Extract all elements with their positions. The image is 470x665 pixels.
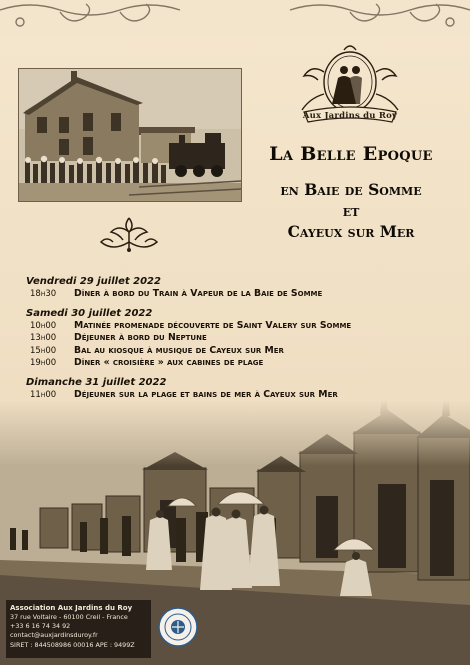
event-time: 11h00 [30,389,57,400]
logo-banner-text: Aux Jardins du Roy [302,111,398,121]
event-time: 19h00 [30,358,57,369]
event-description: Matinée promenade découverte de Saint Valery sur Somme [74,319,352,331]
event-row [26,332,446,345]
subtitle-line-2: et [342,201,360,220]
event-row [26,345,446,358]
event-row [26,320,446,333]
address-text: 37 rue Voltaire - 60100 Creil - France [10,613,128,621]
event-time: 13h00 [30,333,57,344]
day-heading: Vendredi 29 juillet 2022 [26,276,161,287]
organization-name: Association Aux Jardins du Roy [10,604,133,612]
day-heading: Dimanche 31 juillet 2022 [26,376,167,388]
email-text: contact@auxjardinsduroy.fr [10,631,98,640]
siret-text: SIRET : 844508986 00016 APE : 9499Z [10,640,135,649]
phone-text: +33 6 16 74 34 92 [10,622,71,631]
subtitle-line-3: Cayeux sur Mer [287,222,415,241]
event-description: Dîner à bord du Train à Vapeur de la Baie de Somme [74,288,323,299]
fleur-ornament-icon [96,214,162,254]
event-description: Déjeuner sur la plage et bains de mer à Cayeux sur Mer [74,388,338,400]
event-description: Bal au kiosque à musique de Cayeux sur Mer [74,344,284,356]
page-title: La Belle Epoque [269,143,433,165]
event-description: Dîner « croisière » aux cabines de plage [74,357,264,369]
day-heading: Samedi 30 juillet 2022 [26,307,153,319]
event-time: 15h00 [30,345,57,356]
event-time: 10h00 [30,320,57,331]
vintage-station-photo [18,68,242,202]
association-seal-icon [158,607,198,647]
event-row [26,357,446,370]
subtitle-line-1: en Baie de Somme [280,180,422,199]
event-description: Déjeuner à bord du Neptune [74,332,207,344]
ornate-top-border [0,0,470,36]
event-schedule [26,276,446,414]
event-time: 18h30 [30,289,57,299]
contact-info-box [6,600,151,658]
logo-banner [290,106,410,126]
event-row [26,288,446,301]
